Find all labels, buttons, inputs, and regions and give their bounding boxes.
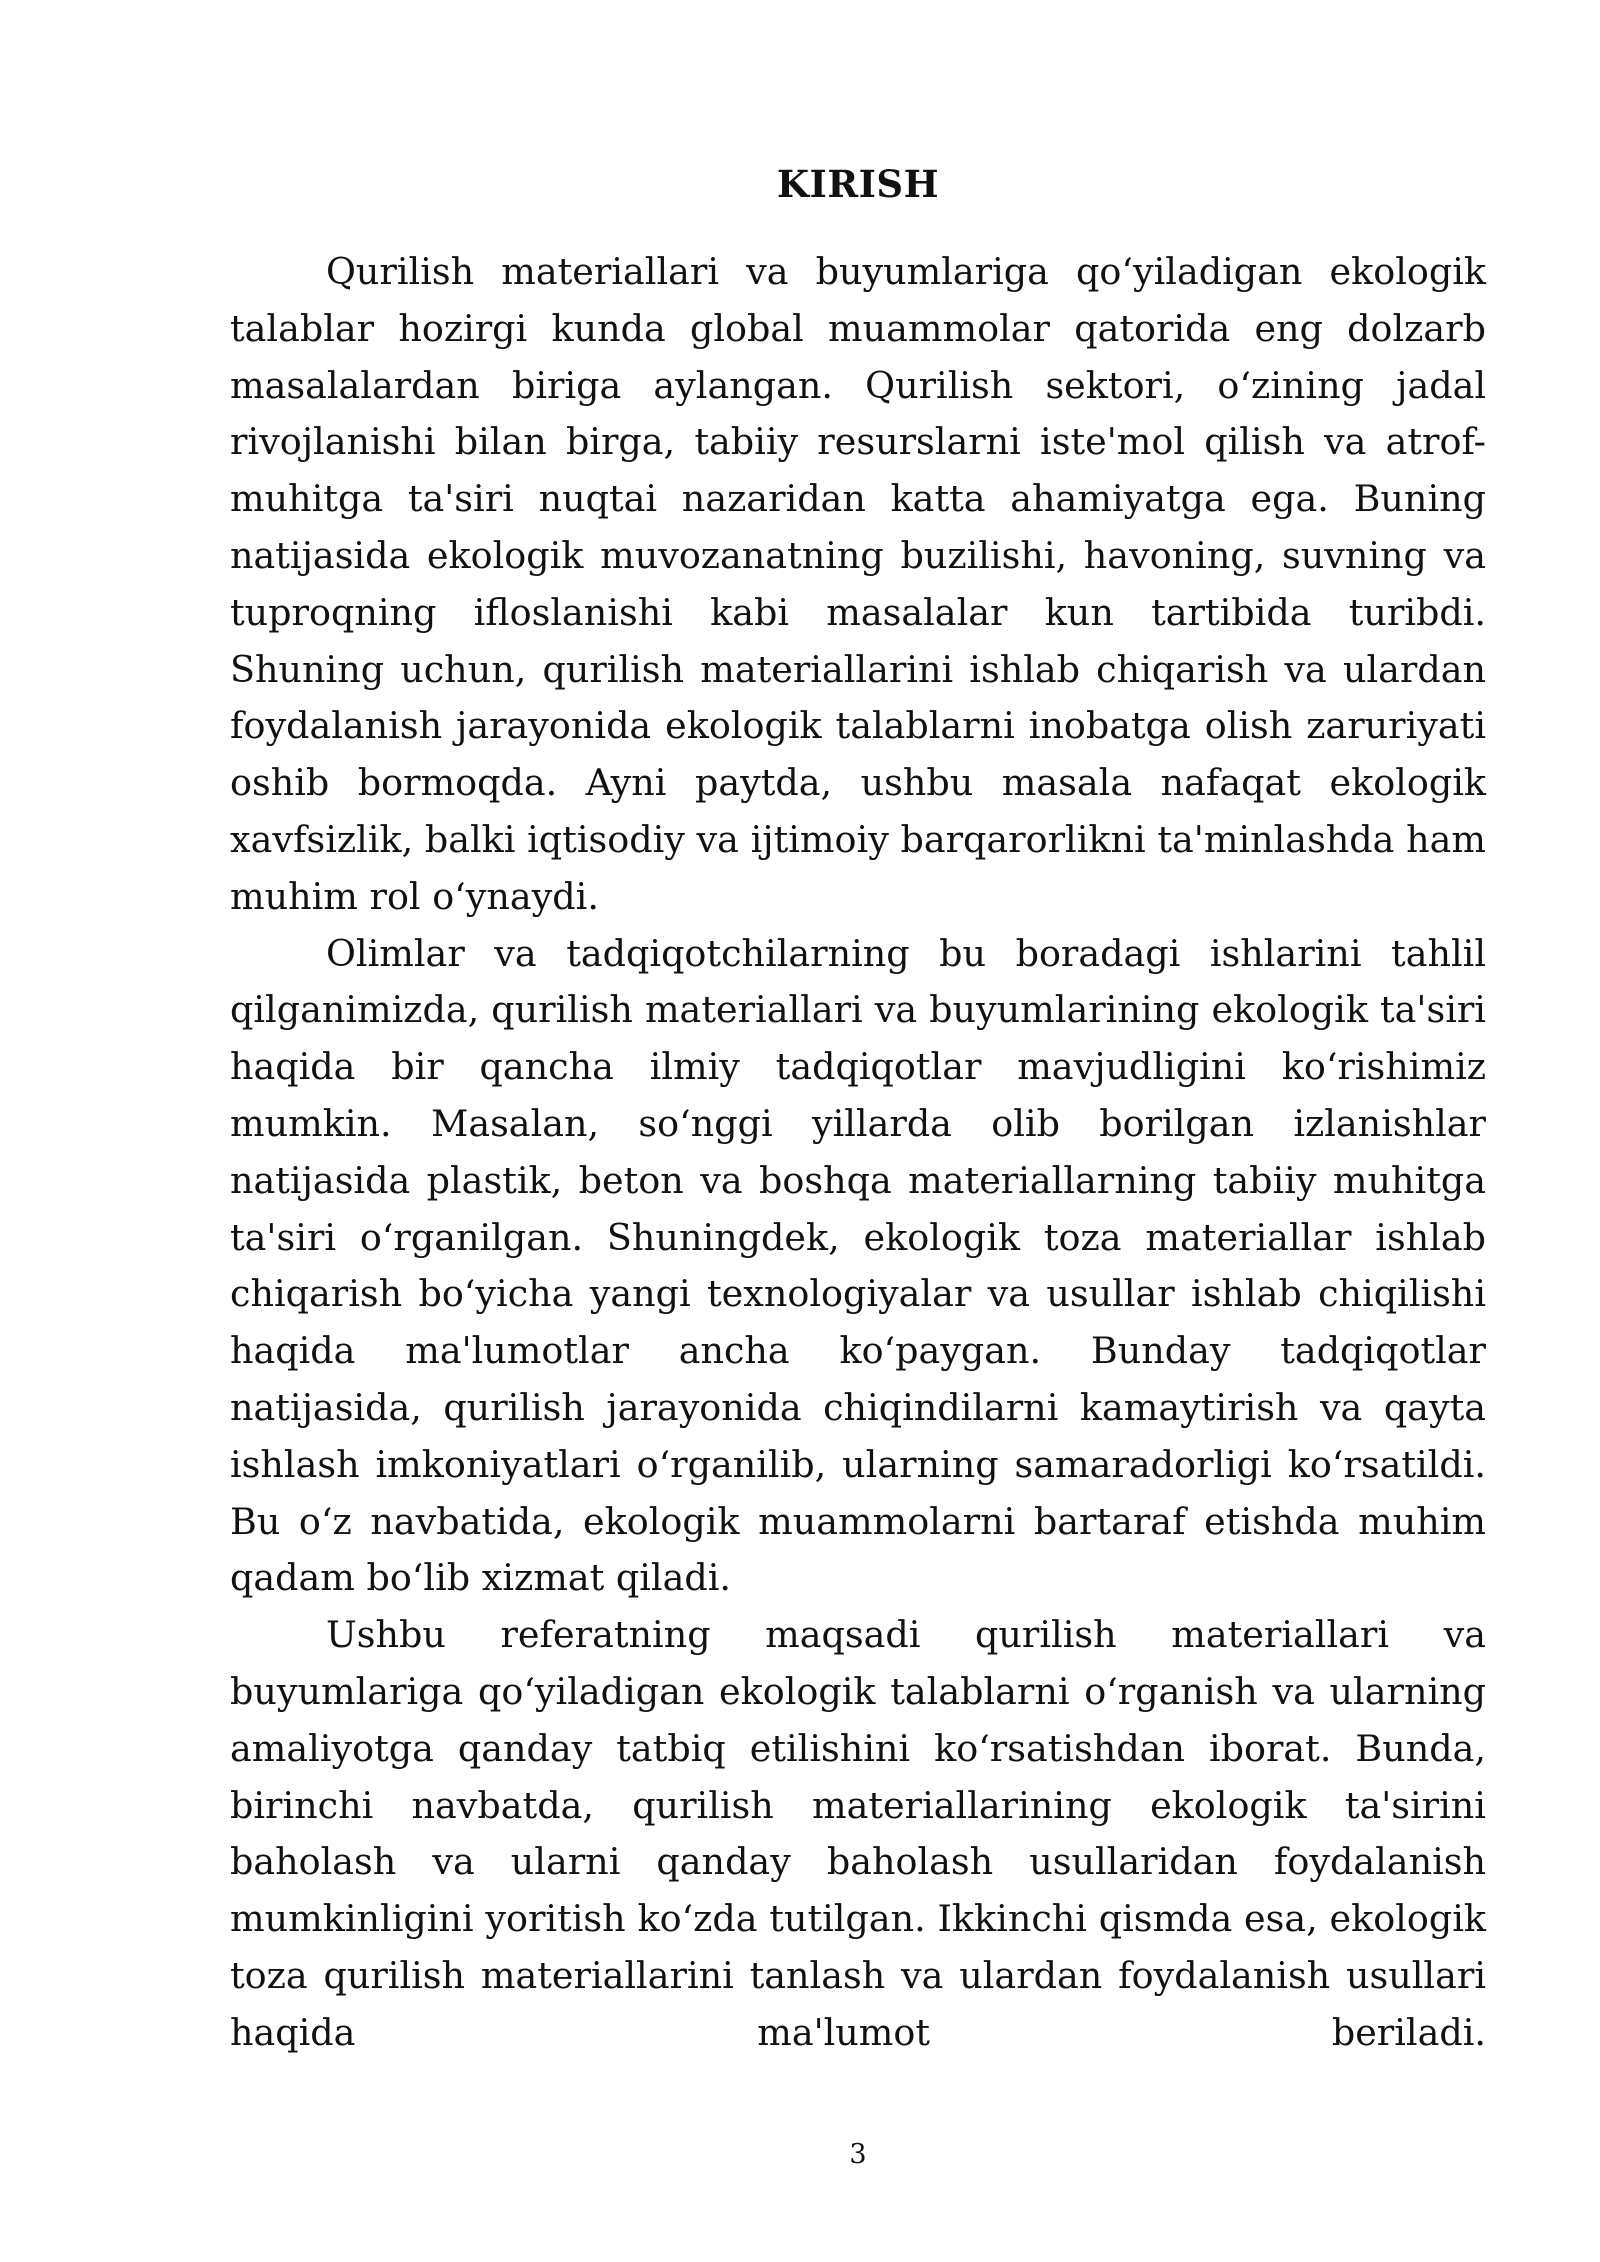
body-text bbox=[230, 244, 1486, 2062]
page-title: KIRISH bbox=[776, 162, 940, 206]
paragraph-3: Ushbu referatning maqsadi qurilish materiallari va buyumlariga qoʻyiladigan ekologik talablarni oʻrganish va ularning amaliyotga qanday tatbiq etilishini koʻrsatishdan iborat. Bunda, birinchi navbatda, qurilish materiallarining ekologik ta'sirini baholash va ularni qanday baholash usullaridan foydalanish mumkinligini yoritish koʻzda tutilgan. Ikkinchi qismda esa, ekologik toza qurilish materiallarini tanlash va ulardan foydalanish usullari haqida ma'lumot beriladi. bbox=[230, 1613, 1486, 2054]
page-number: 3 bbox=[849, 2139, 867, 2170]
paragraph-2: Olimlar va tadqiqotchilarning bu boradagi ishlarini tahlil qilganimizda, qurilish materiallari va buyumlarining ekologik ta'siri haqida bir qancha ilmiy tadqiqotlar mavjudligini koʻrishimiz mumkin. Masalan, soʻnggi yillarda olib borilgan izlanishlar natijasida plastik, beton va boshqa materiallarning tabiiy muhitga ta'siri oʻrganilgan. Shuningdek, ekologik toza materiallar ishlab chiqarish boʻyicha yangi texnologiyalar va usullar ishlab chiqilishi haqida ma'lumotlar ancha koʻpaygan. Bunday tadqiqotlar natijasida, qurilish jarayonida chiqindilarni kamaytirish va qayta ishlash imkoniyatlari oʻrganilib, ularning samaradorligi koʻrsatildi. Bu oʻz navbatida, ekologik muammolarni bartaraf etishda muhim qadam boʻlib xizmat qiladi. bbox=[230, 931, 1486, 1600]
paragraph-1: Qurilish materiallari va buyumlariga qoʻyiladigan ekologik talablar hozirgi kunda global muammolar qatorida eng dolzarb masalalardan biriga aylangan. Qurilish sektori, oʻzining jadal rivojlanishi bilan birga, tabiiy resurslarni iste'mol qilish va atrof-muhitga ta'siri nuqtai nazaridan katta ahamiyatga ega. Buning natijasida ekologik muvozanatning buzilishi, havoning, suvning va tuproqning ifloslanishi kabi masalalar kun tartibida turibdi. Shuning uchun, qurilish materiallarini ishlab chiqarish va ulardan foydalanish jarayonida ekologik talablarni inobatga olish zaruriyati oshib bormoqda. Ayni paytda, ushbu masala nafaqat ekologik xavfsizlik, balki iqtisodiy va ijtimoiy barqarorlikni ta'minlashda ham muhim rol oʻynaydi. bbox=[230, 250, 1486, 918]
